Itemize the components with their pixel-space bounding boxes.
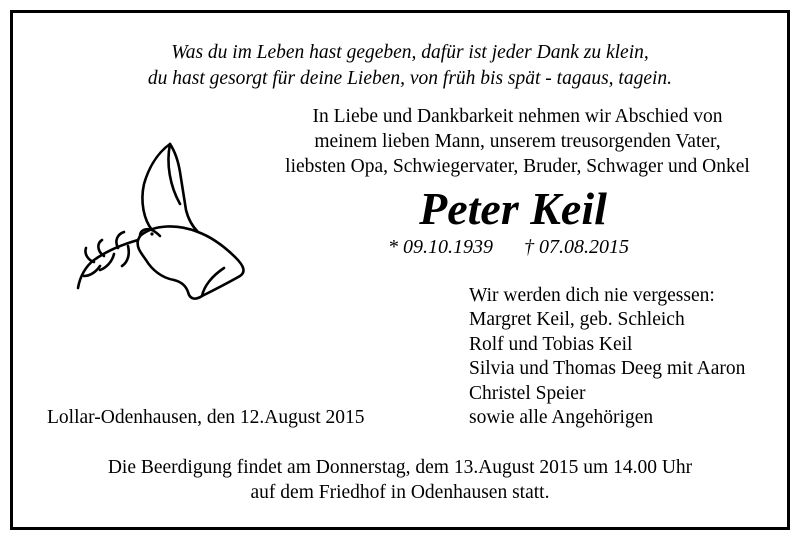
mourner-line: Silvia und Thomas Deeg mit Aaron	[469, 358, 746, 380]
mourner-line: Wir werden dich nie vergessen:	[469, 285, 715, 306]
death-date: † 07.08.2015	[524, 236, 629, 258]
mourners-list	[469, 284, 789, 430]
farewell-intro	[250, 104, 785, 179]
intro-line: liebsten Opa, Schwiegervater, Bruder, Schwager und Onkel	[285, 156, 750, 177]
funeral-line: auf dem Friedhof in Odenhausen statt.	[250, 482, 550, 503]
funeral-info	[0, 455, 800, 505]
intro-line: In Liebe und Dankbarkeit nehmen wir Abschied von	[312, 106, 723, 127]
motto-verse	[0, 40, 800, 92]
mourner-line: Rolf und Tobias Keil	[469, 333, 633, 355]
deceased-name: Peter Keil	[419, 183, 607, 234]
dove-with-olive-branch-icon	[74, 140, 249, 310]
birth-date: * 09.10.1939	[388, 236, 493, 258]
mourner-line: Christel Speier	[469, 382, 586, 404]
intro-line: meinem lieben Mann, unserem treusorgenden Vater,	[314, 131, 721, 152]
motto-line: Was du im Leben hast gegeben, dafür ist jeder Dank zu klein,	[171, 42, 649, 63]
mourner-line: sowie alle Angehörigen	[469, 407, 654, 429]
funeral-line: Die Beerdigung findet am Donnerstag, dem 13.August 2015 um 14.00 Uhr	[107, 457, 693, 478]
motto-line: du hast gesorgt für deine Lieben, von früh bis spät - tagaus, tagein.	[147, 68, 673, 89]
mourner-line: Margret Keil, geb. Schleich	[469, 309, 685, 331]
place-and-date: Lollar-Odenhausen, den 12.August 2015	[47, 407, 365, 428]
life-dates	[388, 234, 629, 260]
